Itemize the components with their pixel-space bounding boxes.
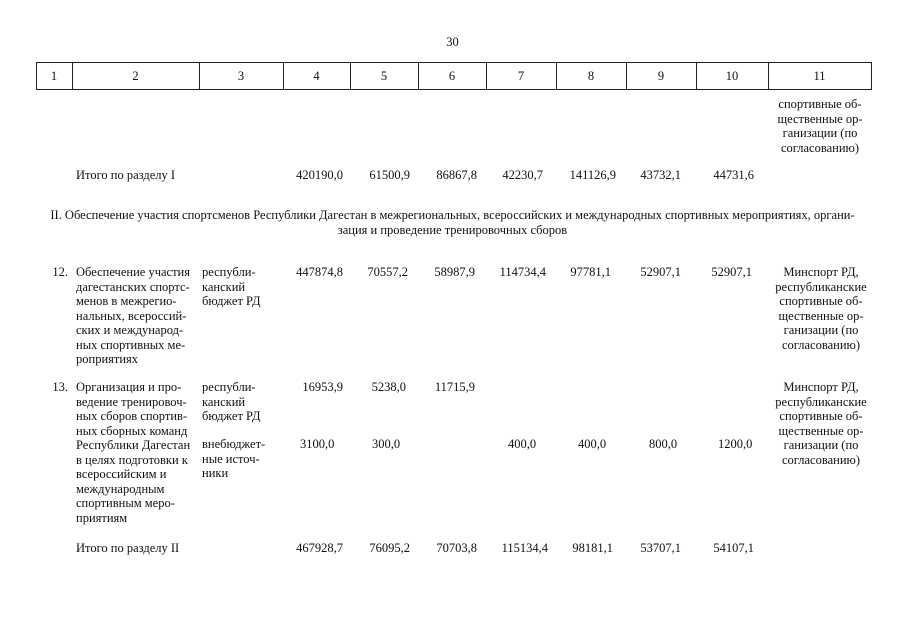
header-cell: 11 <box>813 69 826 83</box>
header-top-border <box>36 62 872 63</box>
section-2-heading: II. Обеспечение участия спортсменов Республики Дагестан в межрегиональных, всероссийских и международных спортивных мероприятиях, органи- зация и проведение тренировочных сборов <box>50 208 855 237</box>
total-value: 44731,6 <box>713 168 754 182</box>
total-value: 42230,7 <box>502 168 543 182</box>
value-cell: 52907,1 <box>640 265 681 279</box>
activity-name: Обеспечение участия дагестанских спортс- менов в межрегио- нальных, всероссий- ских и международ- ных спортивных ме- роприятиях <box>76 265 190 366</box>
funding-source-offbudget: внебюджет- ные источ- ники <box>202 437 266 480</box>
total-value: 420190,0 <box>296 168 343 182</box>
header-divider <box>871 62 872 90</box>
value-cell: 400,0 <box>578 437 607 451</box>
row-number: 13. <box>52 380 68 394</box>
header-cell: 3 <box>237 69 245 83</box>
continued-executor: спортивные об- щественные ор- ганизации (по согласованию) <box>777 97 863 155</box>
row-number: 12. <box>52 265 68 279</box>
total-value: 70703,8 <box>436 541 477 555</box>
total-value: 86867,8 <box>436 168 477 182</box>
value-cell: 114734,4 <box>499 265 546 279</box>
header-cell: 8 <box>587 69 595 83</box>
table-header <box>36 62 872 90</box>
total-value: 53707,1 <box>640 541 681 555</box>
value-cell: 5238,0 <box>371 380 406 394</box>
funding-source-budget: республи- канский бюджет РД <box>202 380 261 423</box>
header-bottom-border <box>36 89 872 90</box>
header-cell: 10 <box>725 69 739 83</box>
total-label: Итого по разделу I <box>76 168 176 182</box>
header-cell: 6 <box>448 69 456 83</box>
value-cell: 97781,1 <box>570 265 611 279</box>
total-label: Итого по разделу II <box>76 541 180 555</box>
header-cell: 9 <box>657 69 665 83</box>
total-value: 115134,4 <box>501 541 548 555</box>
funding-source: республи- канский бюджет РД <box>202 265 261 308</box>
value-cell: 3100,0 <box>300 437 335 451</box>
header-cell: 7 <box>517 69 525 83</box>
value-cell: 800,0 <box>649 437 678 451</box>
value-cell: 300,0 <box>372 437 401 451</box>
value-cell: 70557,2 <box>367 265 408 279</box>
page-number: 30 <box>446 35 459 49</box>
header-cell: 5 <box>380 69 388 83</box>
value-cell: 52907,1 <box>711 265 752 279</box>
total-value: 61500,9 <box>369 168 410 182</box>
value-cell: 1200,0 <box>718 437 753 451</box>
total-value: 54107,1 <box>713 541 754 555</box>
value-cell: 58987,9 <box>434 265 475 279</box>
total-value: 43732,1 <box>640 168 681 182</box>
activity-name: Организация и про- ведение тренировоч- ных сборов спортив- ных сборных команд Республики Дагестан в целях подготовки к всероссийским и международным спортивным меро- приятиям <box>76 380 191 525</box>
executor: Минспорт РД, республиканские спортивные об- щественные ор- ганизации (по согласованию) <box>775 265 867 352</box>
header-cell: 2 <box>132 69 139 83</box>
total-value: 467928,7 <box>296 541 343 555</box>
value-cell: 11715,9 <box>434 380 475 394</box>
value-cell: 16953,9 <box>302 380 343 394</box>
total-value: 98181,1 <box>572 541 613 555</box>
header-cell: 4 <box>313 69 320 83</box>
header-cell: 1 <box>50 69 58 83</box>
value-cell: 400,0 <box>508 437 537 451</box>
executor: Минспорт РД, республиканские спортивные об- щественные ор- ганизации (по согласованию) <box>775 380 867 467</box>
total-value: 141126,9 <box>569 168 616 182</box>
value-cell: 447874,8 <box>296 265 343 279</box>
total-value: 76095,2 <box>369 541 410 555</box>
